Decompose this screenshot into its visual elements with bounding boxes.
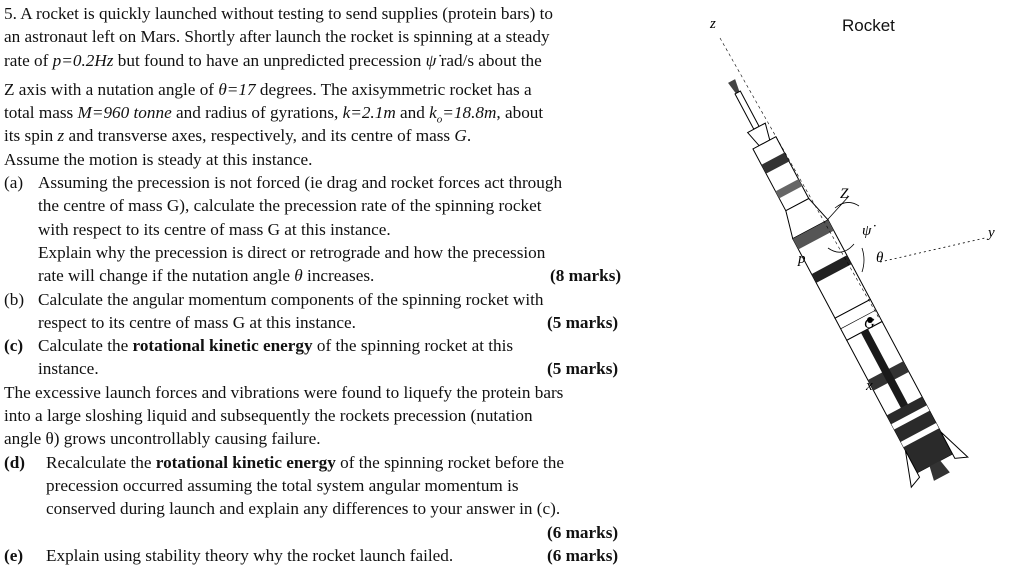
rocket-body — [703, 66, 970, 492]
question-text — [4, 2, 664, 567]
part-d-line: conserved during launch and explain any differences to your answer in (c). — [46, 499, 561, 519]
Z-label: Z — [840, 186, 849, 202]
psi-label: ψ̇ — [862, 223, 872, 239]
paragraph-line: angle θ) grows uncontrollably causing failure. — [4, 429, 321, 449]
y-axis-line — [880, 238, 985, 262]
part-a: (a) Assuming the precession is not forced (ie drag and rocket forces act through — [4, 173, 563, 193]
G-label: G — [864, 316, 875, 332]
y-label: y — [988, 225, 995, 241]
part-c: (c) Calculate the rotational kinetic energy of the spinning rocket at this — [4, 336, 514, 356]
question-line: total mass M=960 tonne and radius of gyrations, k=2.1m and $k_o=18.8m$, about — [4, 103, 544, 126]
z-label: z — [710, 16, 716, 32]
part-a-line: Explain why the precession is direct or retrograde and how the precession — [38, 242, 546, 262]
question-line: Z axis with a nutation angle of θ=17 degrees. The axisymmetric rocket has a — [4, 79, 532, 99]
nutation-arc — [862, 248, 864, 272]
p-label: p — [798, 251, 806, 267]
question-line: its spin z and transverse axes, respectively, and its centre of mass G. — [4, 126, 472, 146]
part-a-line: the centre of mass G), calculate the precession rate of the spinning rocket — [38, 196, 542, 216]
question-line: an astronaut left on Mars. Shortly after launch the rocket is spinning at a steady — [4, 27, 550, 47]
marks-c: (5 marks) — [547, 359, 619, 379]
part-d-line: precession occurred assuming the total system angular momentum is — [46, 475, 519, 495]
marks-b: (5 marks) — [547, 312, 619, 332]
question-line: Assume the motion is steady at this instance. — [4, 149, 313, 169]
part-b: (b) Calculate the angular momentum components of the spinning rocket with — [4, 289, 544, 309]
part-c-line: instance. (5 marks) — [4, 357, 664, 380]
part-a-line: with respect to its centre of mass G at this instance. — [38, 219, 391, 239]
question-line: rate of p=0.2Hz but found to have an unpredicted precession ψ̇ rad/s about the — [4, 50, 542, 70]
paragraph-line: The excessive launch forces and vibrations were found to liquefy the protein bars — [4, 382, 564, 402]
part-d: (d) Recalculate the rotational kinetic energy of the spinning rocket before the — [4, 452, 565, 472]
part-a-line: rate will change if the nutation angle θ increases. (8 marks) — [4, 264, 664, 287]
paragraph-line: into a large sloshing liquid and subsequently the rockets precession (nutation — [4, 406, 533, 426]
marks-a: (8 marks) — [550, 266, 622, 286]
x-label: x — [866, 378, 873, 394]
marks-d: (6 marks) — [547, 522, 619, 542]
part-d-line — [4, 521, 664, 544]
figure-title: Rocket — [842, 16, 895, 35]
rocket-diagram — [680, 0, 1019, 571]
marks-e: (6 marks) — [547, 545, 619, 565]
theta-label: θ — [876, 250, 884, 266]
z-axis-line — [720, 38, 880, 320]
part-e: (e) Explain using stability theory why the rocket launch failed. (6 marks) — [4, 544, 664, 567]
part-b-line: respect to its centre of mass G at this instance. (5 marks) — [4, 311, 664, 334]
question-line: 5. A rocket is quickly launched without testing to send supplies (protein bars) to — [4, 4, 553, 23]
